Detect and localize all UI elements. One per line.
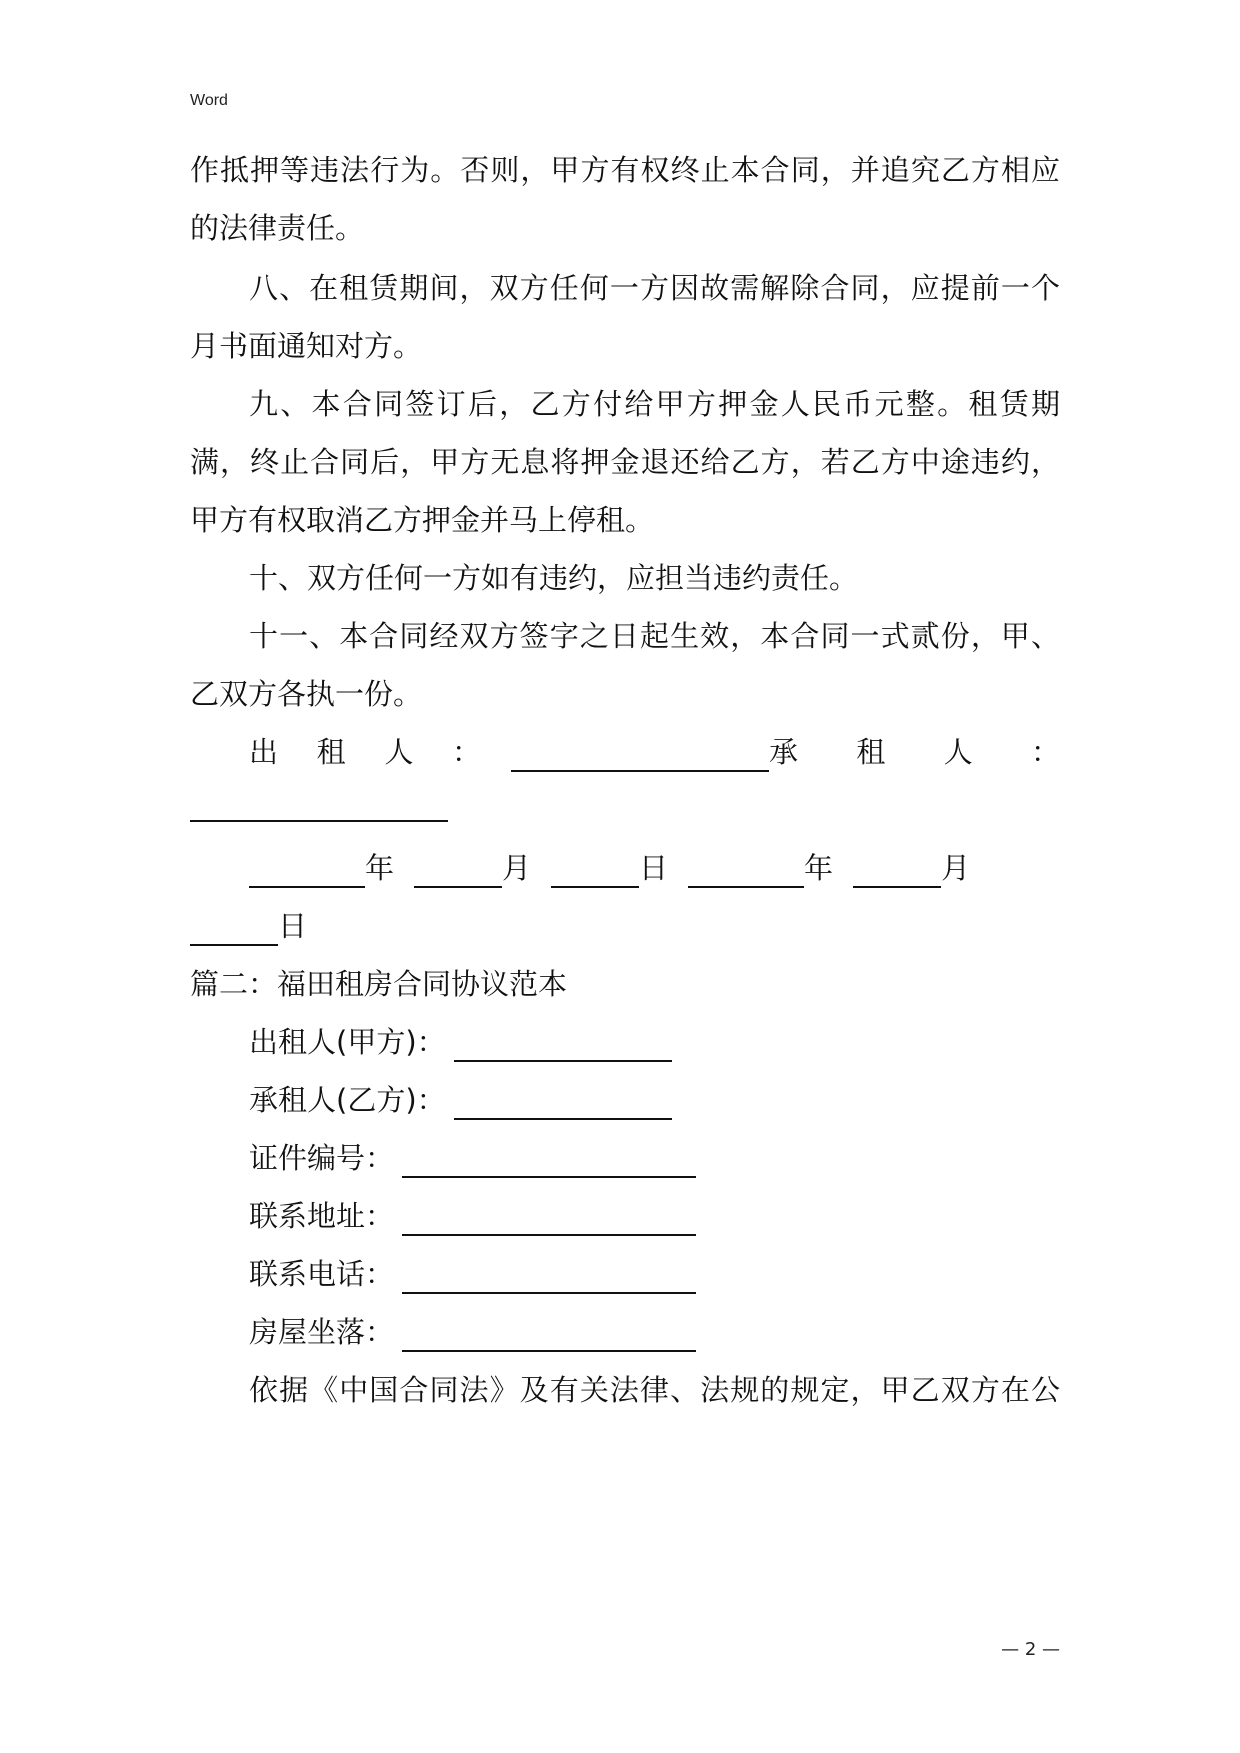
year-label: 年: [804, 851, 834, 885]
clause-11-line: 乙双方各执一份。: [190, 677, 423, 711]
paragraph-line: 的法律责任。: [190, 211, 365, 245]
lessor-name-input[interactable]: [454, 1030, 672, 1062]
field-row: [249, 1022, 1060, 1062]
clause-11-line: 十一、本合同经双方签字之日起生效，本合同一式贰份，甲、: [249, 619, 1060, 653]
clause-9-line: 甲方有权取消乙方押金并马上停租。: [190, 503, 655, 537]
page-number: — 2 —: [1001, 1639, 1060, 1660]
day-label: 日: [639, 851, 669, 885]
section-title: 篇二：福田租房合同协议范本: [190, 967, 568, 1001]
lessee-char: 人: [943, 735, 973, 769]
phone-input[interactable]: [402, 1262, 696, 1294]
field-label: 联系地址：: [249, 1199, 395, 1233]
lessor-sign-blank[interactable]: [511, 740, 769, 772]
day-label: 日: [278, 909, 308, 943]
field-label: 证件编号：: [249, 1141, 395, 1175]
clause-8-line: 月书面通知对方。: [190, 329, 423, 363]
clause-10-line: 十、双方任何一方如有违约，应担当违约责任。: [249, 561, 859, 595]
lessee-name-input[interactable]: [454, 1088, 672, 1120]
lessor-label: [249, 732, 481, 772]
field-row: [249, 1312, 1060, 1352]
lessor-month-blank[interactable]: [414, 856, 502, 888]
month-label: 月: [941, 851, 971, 885]
lessee-char: 承: [769, 735, 799, 769]
lessee-char: 租: [856, 735, 886, 769]
lessee-label: [769, 732, 1060, 772]
lessor-day-blank[interactable]: [551, 856, 639, 888]
lessor-char: ：: [451, 735, 481, 769]
field-row: [249, 1138, 1060, 1178]
lessee-day-blank[interactable]: [190, 914, 278, 946]
id-number-input[interactable]: [402, 1146, 696, 1178]
year-label: 年: [365, 851, 395, 885]
header-label: Word: [190, 92, 228, 109]
field-row: [249, 1080, 1060, 1120]
clause-9-line: 九、本合同签订后，乙方付给甲方押金人民币元整。租赁期: [249, 387, 1060, 421]
field-label: 联系电话：: [249, 1257, 395, 1291]
lessor-char: 人: [384, 735, 414, 769]
lessee-char: ：: [1030, 735, 1060, 769]
intro-paragraph: 依据《中国合同法》及有关法律、法规的规定，甲乙双方在公: [249, 1373, 1060, 1407]
clause-8-line: 八、在租赁期间，双方任何一方因故需解除合同，应提前一个: [249, 271, 1060, 305]
date-row: [249, 848, 1060, 888]
field-label: 出租人(甲方)：: [249, 1025, 446, 1059]
lessee-sign-blank[interactable]: [190, 790, 448, 822]
clause-9-line: 满，终止合同后，甲方无息将押金退还给乙方，若乙方中途违约，: [190, 445, 1060, 479]
date-row-cont: [190, 906, 1060, 946]
field-label: 承租人(乙方)：: [249, 1083, 446, 1117]
field-label: 房屋坐落：: [249, 1315, 395, 1349]
address-input[interactable]: [402, 1204, 696, 1236]
lessor-year-blank[interactable]: [249, 856, 365, 888]
signature-row: [249, 732, 1060, 772]
lessee-year-blank[interactable]: [688, 856, 804, 888]
month-label: 月: [502, 851, 532, 885]
lessee-month-blank[interactable]: [853, 856, 941, 888]
paragraph-line: 作抵押等违法行为。否则，甲方有权终止本合同，并追究乙方相应: [190, 153, 1060, 187]
property-location-input[interactable]: [402, 1320, 696, 1352]
field-row: [249, 1196, 1060, 1236]
lessor-char: 出: [249, 735, 279, 769]
lessor-char: 租: [316, 735, 346, 769]
field-row: [249, 1254, 1060, 1294]
signature-row-cont: [190, 790, 1060, 832]
